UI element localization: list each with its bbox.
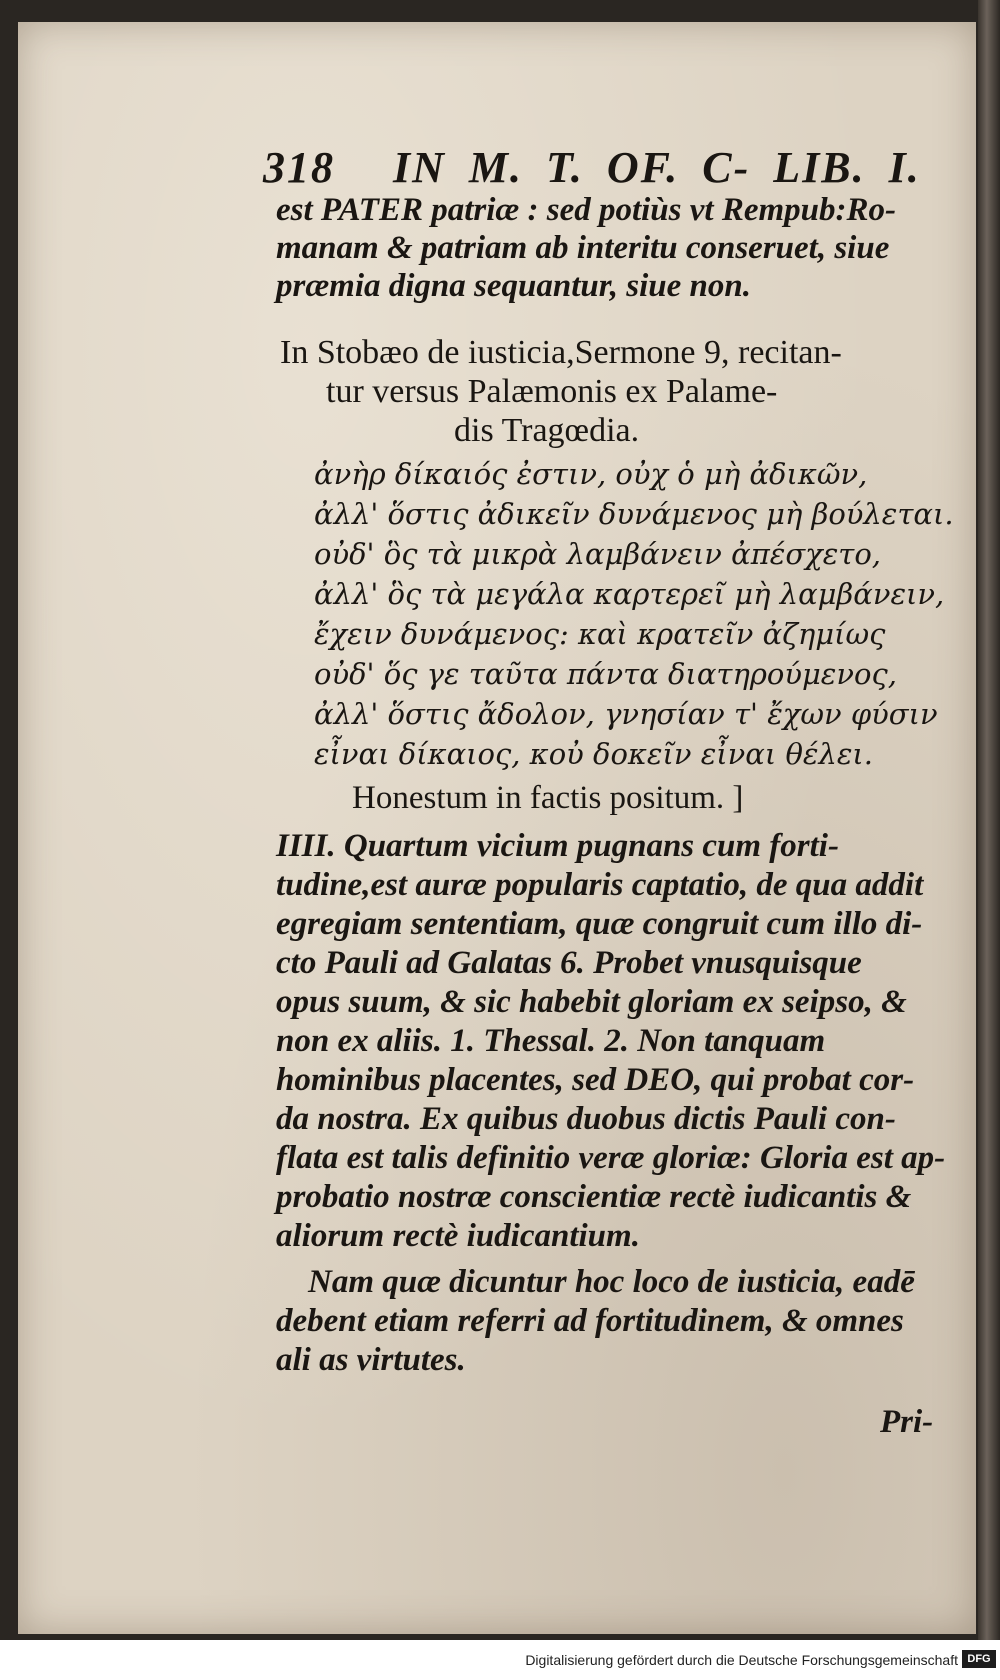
text-line: probatio nostræ conscientiæ rectè iudicantis & [276,1179,912,1215]
text-line: egregiam sententiam, quæ congruit cum illo di- [276,906,923,942]
text-line: flata est talis definitio veræ gloriæ: Gloria est ap- [276,1140,946,1176]
page-number: 318 [263,143,335,192]
text-line: aliorum rectè iudicantium. [276,1218,640,1254]
greek-verse-line: ἀλλ' ὅστις ἀδικεῖν δυνάμενος μὴ βούλεται. [314,497,954,531]
text-line: non ex aliis. 1. Thessal. 2. Non tanquam [276,1023,826,1059]
greek-verse-line: ἀλλ' ὅστις ἄδολον, γνησίαν τ' ἔχων φύσιν [314,697,938,731]
book-page [18,22,976,1634]
text-line: manam & patriam ab interitu conseruet, siue [276,230,890,266]
greek-verse-line: εἶναι δίκαιος, κοὐ δοκεῖν εἶναι θέλει. [314,737,874,771]
running-title: IN M. T. OF. C- LIB. I. [393,143,921,192]
text-line: IIII. Quartum vicium pugnans cum forti- [276,828,839,864]
text-line: ali as virtutes. [276,1342,466,1378]
digitization-footer [0,1640,1000,1680]
greek-verse-line: ἔχειν δυνάμενος: καὶ κρατεῖν ἀζημίως [314,617,886,651]
text-line: præmia digna sequantur, siue non. [276,268,751,304]
text-line: dis Tragœdia. [454,412,640,449]
catchword: Pri- [880,1404,934,1440]
dfg-logo: DFG [962,1650,996,1668]
greek-verse-line: ἀλλ' ὃς τὰ μεγάλα καρτερεῖ μὴ λαμβάνειν, [314,577,945,611]
text-line: In Stobæo de iusticia,Sermone 9, recitan- [280,334,842,371]
funding-credit: Digitalisierung gefördert durch die Deutsche Forschungsgemeinschaft [525,1652,958,1668]
text-line: da nostra. Ex quibus duobus dictis Pauli con- [276,1101,896,1137]
book-spine-edge [978,0,1000,1640]
greek-verse-line: οὐδ' ὅς γε ταῦτα πάντα διατηρούμενος, [314,657,897,691]
lemma-heading: Honestum in factis positum. ] [352,780,744,816]
text-line: est PATER patriæ : sed potiùs vt Rempub:Ro- [276,192,896,228]
text-line: tudine,est auræ popularis captatio, de qua addit [276,867,924,903]
text-line: debent etiam referri ad fortitudinem, & omnes [276,1303,904,1339]
text-line: hominibus placentes, sed DEO, qui probat cor- [276,1062,915,1098]
text-line: Nam quæ dicuntur hoc loco de iusticia, eadē [308,1264,915,1300]
greek-verse-line: ἀνὴρ δίκαιός ἐστιν, οὐχ ὁ μὴ ἀδικῶν, [314,457,868,491]
text-line: cto Pauli ad Galatas 6. Probet vnusquisque [276,945,862,981]
text-line: tur versus Palæmonis ex Palame- [326,373,778,410]
text-line: opus suum, & sic habebit gloriam ex seipso, & [276,984,907,1020]
greek-verse-line: οὐδ' ὃς τὰ μικρὰ λαμβάνειν ἀπέσχετο, [314,537,882,571]
